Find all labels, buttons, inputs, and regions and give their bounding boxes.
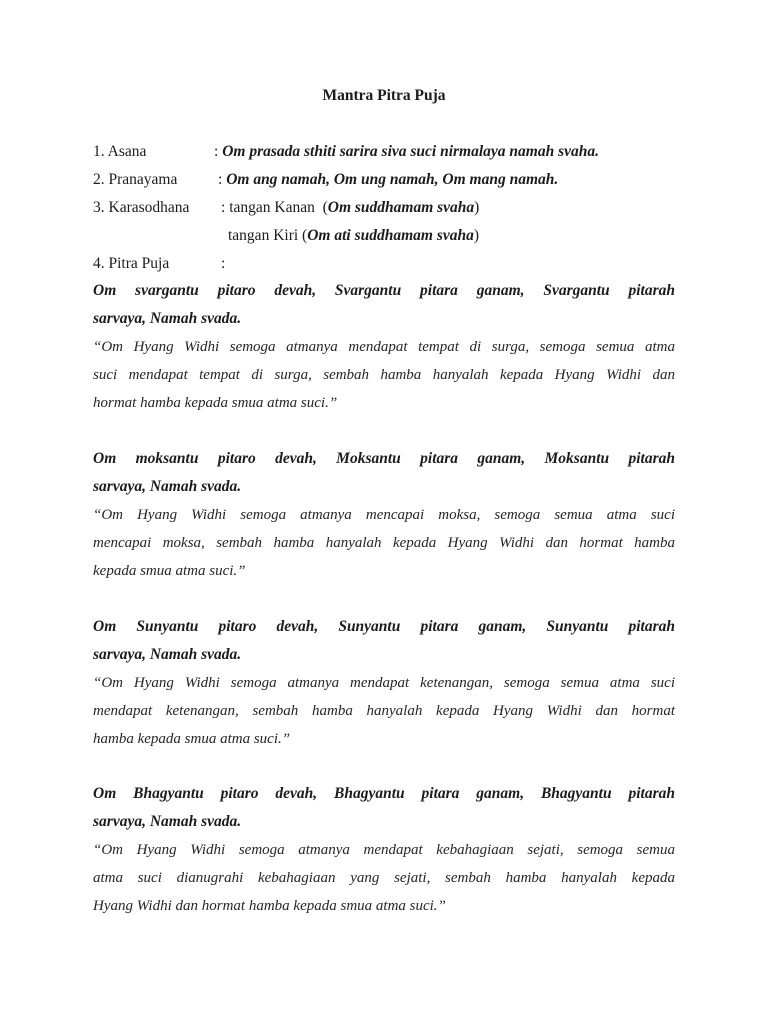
step-mantra: Om ati suddhamam svaha <box>307 227 474 244</box>
mantra-sanskrit-line: Om Bhagyantu pitaro devah, Bhagyantu pitara ganam, Bhagyantu pitarah <box>93 785 675 802</box>
step-karasodhana <box>93 198 479 218</box>
translation-line: “Om Hyang Widhi semoga atmanya mendapat ketenangan, semoga semua atma suci <box>93 675 675 691</box>
step-hand-label: tangan Kiri ( <box>228 227 308 244</box>
step-close-paren: ) <box>474 199 480 216</box>
step-close-paren: ) <box>473 227 480 244</box>
mantra-sanskrit-line: sarvaya, Namah svada. <box>93 813 242 830</box>
step-separator: : <box>221 199 226 216</box>
step-hand-label: tangan Kanan ( <box>229 199 328 216</box>
translation-line: “Om Hyang Widhi semoga atmanya mendapat tempat di surga, semoga semua atma <box>93 339 675 355</box>
translation-line: mendapat ketenangan, sembah hamba hanyalah kepada Hyang Widhi dan hormat <box>93 703 675 719</box>
translation-line: atma suci dianugrahi kebahagiaan yang sejati, sembah hamba hanyalah kepada <box>93 870 675 886</box>
mantra-translation <box>93 669 675 753</box>
step-separator: : <box>214 143 219 160</box>
step-mantra: Om prasada sthiti sarira siva suci nirmalaya namah svaha. <box>222 143 599 160</box>
step-label: 2. Pranayama <box>93 171 178 188</box>
step-label: 4. Pitra Puja <box>93 255 170 272</box>
mantra-sanskrit <box>93 277 675 333</box>
mantra-block <box>93 613 675 753</box>
mantra-sanskrit <box>93 445 675 501</box>
mantra-sanskrit-line: Om moksantu pitaro devah, Moksantu pitara ganam, Moksantu pitarah <box>93 450 675 467</box>
mantra-block <box>93 780 675 920</box>
mantra-sanskrit-line: sarvaya, Namah svada. <box>93 646 242 663</box>
mantra-translation <box>93 501 675 585</box>
step-pranayama <box>93 170 558 190</box>
step-mantra: Om ang namah, Om ung namah, Om mang namah. <box>226 171 559 188</box>
step-label: 1. Asana <box>93 143 147 160</box>
mantra-block <box>93 445 675 585</box>
translation-line: kepada smua atma suci.” <box>93 563 246 579</box>
translation-line: hormat hamba kepada smua atma suci.” <box>93 395 338 411</box>
mantra-sanskrit-line: Om Sunyantu pitaro devah, Sunyantu pitara ganam, Sunyantu pitarah <box>93 618 675 635</box>
step-label: 3. Karasodhana <box>93 199 190 216</box>
page-title: Mantra Pitra Puja <box>322 87 446 104</box>
mantra-sanskrit <box>93 780 675 836</box>
step-separator: : <box>218 171 223 188</box>
step-asana <box>93 142 599 162</box>
translation-line: mencapai moksa, sembah hamba hanyalah kepada Hyang Widhi dan hormat hamba <box>93 535 675 551</box>
translation-line: “Om Hyang Widhi semoga atmanya mencapai moksa, semoga semua atma suci <box>93 507 675 523</box>
step-pitra-puja <box>93 254 225 274</box>
mantra-translation <box>93 333 675 417</box>
mantra-sanskrit-line: sarvaya, Namah svada. <box>93 310 242 327</box>
mantra-sanskrit-line: sarvaya, Namah svada. <box>93 478 242 495</box>
translation-line: “Om Hyang Widhi semoga atmanya mendapat kebahagiaan sejati, semoga semua <box>93 842 675 858</box>
mantra-sanskrit-line: Om svargantu pitaro devah, Svargantu pitara ganam, Svargantu pitarah <box>93 282 675 299</box>
step-separator: : <box>221 255 226 272</box>
translation-line: suci mendapat tempat di surga, sembah hamba hanyalah kepada Hyang Widhi dan <box>93 367 675 383</box>
translation-line: hamba kepada smua atma suci.” <box>93 731 291 747</box>
mantra-sanskrit <box>93 613 675 669</box>
step-karasodhana-left <box>228 226 479 246</box>
mantra-block <box>93 277 675 417</box>
step-mantra: Om suddhamam svaha <box>327 199 475 216</box>
translation-line: Hyang Widhi dan hormat hamba kepada smua atma suci.” <box>93 898 446 914</box>
mantra-translation <box>93 836 675 920</box>
